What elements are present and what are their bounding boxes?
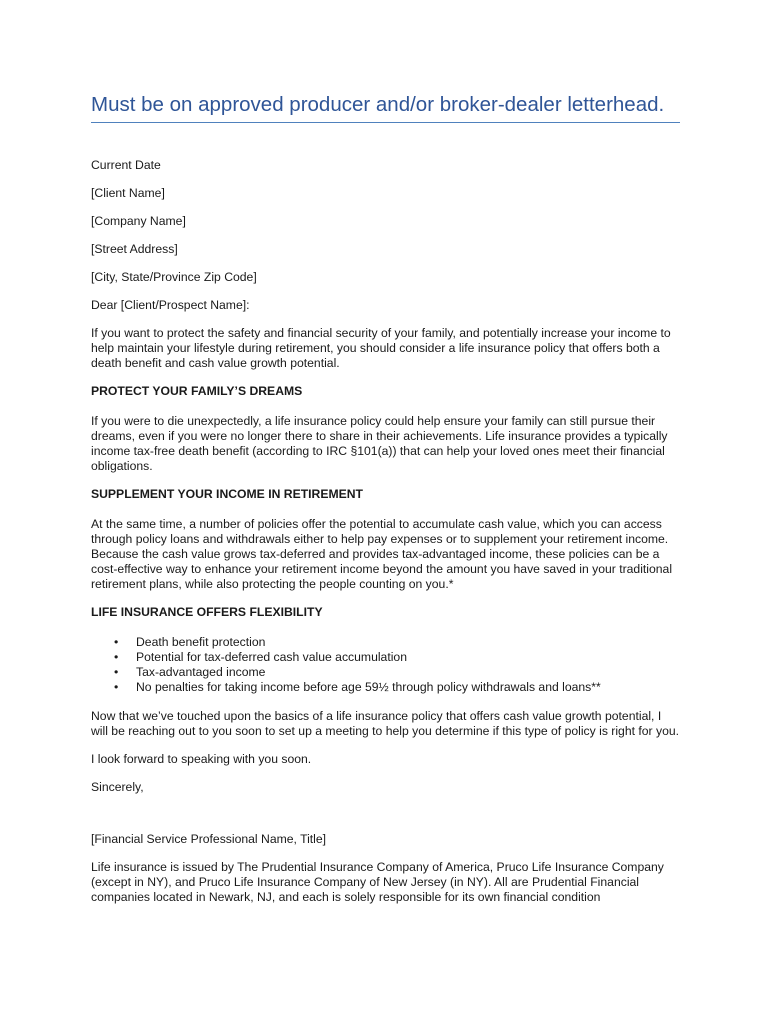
bullet-icon: • [114, 650, 119, 664]
letter-body [91, 158, 681, 918]
section-heading-protect: PROTECT YOUR FAMILY’S DREAMS [91, 384, 303, 398]
list-item [91, 635, 681, 650]
bullet-text: No penalties for taking income before age 59½ through policy withdrawals and loans** [136, 680, 601, 694]
intro-paragraph: If you want to protect the safety and financial security of your family, and potentially increase your income to help maintain your lifestyle during retirement, you should consider a life insurance policy that offers both a death benefit and cash value growth potential. [91, 326, 671, 370]
closing-paragraph: Now that we’ve touched upon the basics of a life insurance policy that offers cash value growth potential, I will be reaching out to you soon to set up a meeting to help you determine if this type of policy is right for you. [91, 709, 680, 738]
client-name-line: [Client Name] [91, 186, 165, 200]
section-supplement-paragraph: At the same time, a number of policies offer the potential to accumulate cash value, which you can access through policy loans and withdrawals either to help pay expenses or to supplement your retirement income. Because the cash value grows tax-deferred and provides tax-advantaged income, these policies can be a cost-effective way to enhance your retirement income beyond the amount you have saved in your traditional retirement plans, while also protecting the people counting on you.* [91, 517, 673, 591]
signature-name: [Financial Service Professional Name, Title] [91, 832, 327, 846]
bullet-text: Death benefit protection [136, 635, 266, 649]
disclosure-paragraph: Life insurance is issued by The Prudential Insurance Company of America, Pruco Life Insurance Company (except in NY), and Pruco Life Insurance Company of New Jersey (in NY). All are Prudential Financial companies located in Newark, NJ, and each is solely responsible for its own financial condition [91, 860, 664, 904]
list-item [91, 680, 681, 695]
bullet-icon: • [114, 665, 119, 679]
company-name-line: [Company Name] [91, 214, 186, 228]
bullet-icon: • [114, 680, 119, 694]
signoff: Sincerely, [91, 780, 144, 794]
salutation: Dear [Client/Prospect Name]: [91, 298, 250, 312]
date-line: Current Date [91, 158, 161, 172]
bullet-text: Tax-advantaged income [136, 665, 266, 679]
list-item [91, 665, 681, 680]
section-heading-flexibility: LIFE INSURANCE OFFERS FLEXIBILITY [91, 605, 323, 619]
section-heading-supplement: SUPPLEMENT YOUR INCOME IN RETIREMENT [91, 487, 363, 501]
street-address-line: [Street Address] [91, 242, 178, 256]
list-item [91, 650, 681, 665]
letterhead-note: Must be on approved producer and/or broker-dealer letterhead. [91, 92, 680, 123]
city-state-zip-line: [City, State/Province Zip Code] [91, 270, 257, 284]
flexibility-bullet-list [91, 635, 681, 695]
bullet-icon: • [114, 635, 119, 649]
bullet-text: Potential for tax-deferred cash value accumulation [136, 650, 407, 664]
look-forward-line: I look forward to speaking with you soon. [91, 752, 312, 766]
section-protect-paragraph: If you were to die unexpectedly, a life insurance policy could help ensure your family can still pursue their dreams, even if you were no longer there to share in their achievements. Life insurance provides a typically income tax-free death benefit (according to IRC §101(a)) that can help your loved ones meet their financial obligations. [91, 414, 668, 473]
signature-space [91, 808, 681, 832]
